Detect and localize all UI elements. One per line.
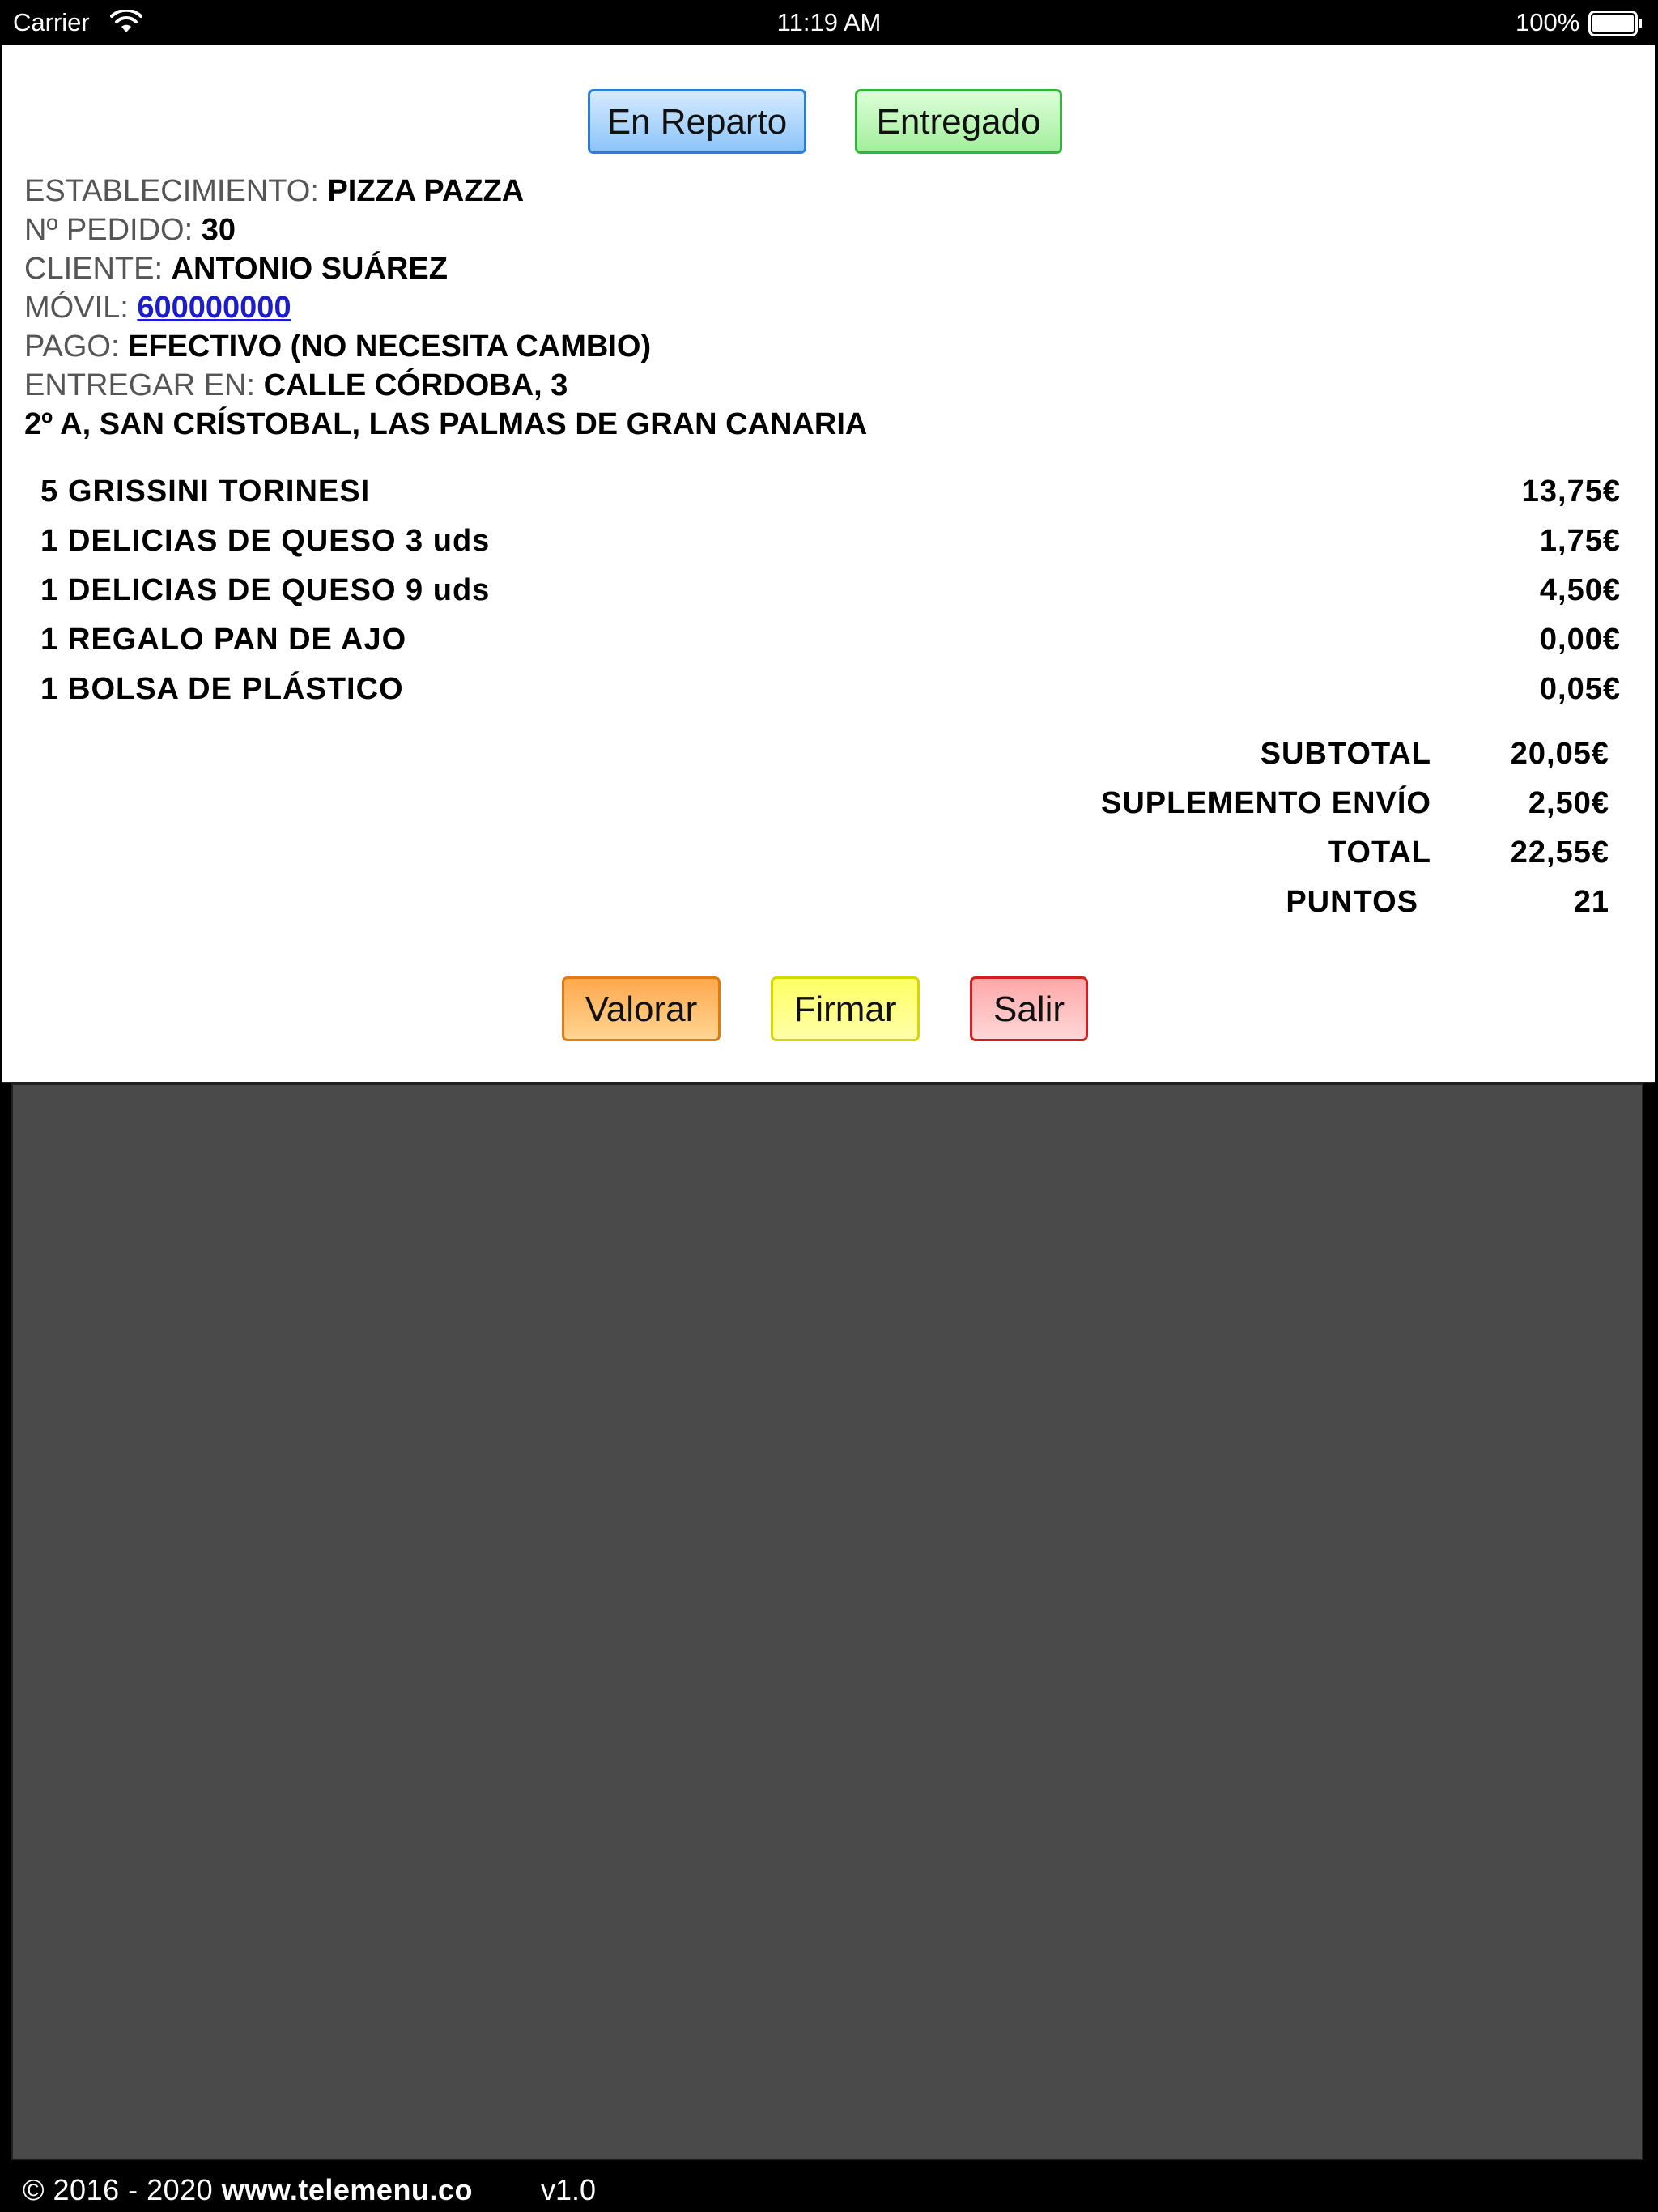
list-item [40, 474, 1621, 524]
pedido-line [24, 211, 867, 249]
list-item [40, 623, 1621, 672]
movil-line [24, 288, 867, 327]
order-info [24, 172, 867, 444]
establecimiento-line [24, 172, 867, 211]
subtotal-value: 20,05€ [1510, 737, 1609, 771]
shipping-row [973, 786, 1609, 836]
establecimiento-label: ESTABLECIMIENTO: [24, 174, 328, 208]
valorar-button[interactable]: Valorar [562, 976, 721, 1041]
pago-line [24, 327, 867, 366]
list-item [40, 524, 1621, 573]
item-price: 1,75€ [1539, 524, 1621, 558]
item-price: 0,00€ [1539, 623, 1621, 657]
list-item [40, 672, 1621, 721]
item-quantity: 1 [40, 672, 59, 706]
entregar-value: CALLE CÓRDOBA, 3 [263, 368, 568, 402]
cliente-line [24, 249, 867, 288]
order-panel [2, 45, 1655, 1083]
version-label: v1.0 [541, 2173, 597, 2206]
item-price: 4,50€ [1539, 573, 1621, 607]
order-totals [973, 737, 1609, 934]
subtotal-row [973, 737, 1609, 786]
address-value-2: 2º A, SAN CRÍSTOBAL, LAS PALMAS DE GRAN CANARIA [24, 407, 868, 441]
status-bar [0, 0, 1658, 45]
list-item [40, 573, 1621, 623]
points-row [973, 885, 1609, 934]
carrier-label: Carrier [13, 8, 90, 36]
pedido-label: Nº PEDIDO: [24, 213, 202, 247]
shipping-label: SUPLEMENTO ENVÍO [1100, 786, 1431, 820]
points-label: PUNTOS [1286, 885, 1418, 919]
battery-icon [1588, 11, 1643, 36]
item-name: REGALO PAN DE AJO [68, 623, 407, 657]
item-name: GRISSINI TORINESI [68, 474, 371, 508]
item-price: 0,05€ [1539, 672, 1621, 706]
website-link[interactable]: www.telemenu.co [221, 2173, 473, 2206]
total-row [973, 836, 1609, 885]
pedido-value: 30 [201, 213, 236, 247]
item-quantity: 5 [40, 474, 59, 508]
establecimiento-value: PIZZA PAZZA [327, 174, 525, 208]
cliente-label: CLIENTE: [24, 252, 172, 286]
footer [0, 2163, 1658, 2212]
entregar-label: ENTREGAR EN: [24, 368, 264, 402]
item-name: DELICIAS DE QUESO 3 uds [68, 524, 491, 558]
movil-label: MÓVIL: [24, 291, 138, 325]
item-quantity: 1 [40, 623, 59, 657]
item-name: BOLSA DE PLÁSTICO [68, 672, 404, 706]
entregado-button[interactable]: Entregado [855, 89, 1062, 154]
phone-link[interactable]: 600000000 [137, 291, 291, 325]
clock: 11:19 AM [776, 8, 882, 36]
item-name: DELICIAS DE QUESO 9 uds [68, 573, 491, 607]
shipping-value: 2,50€ [1528, 786, 1609, 820]
subtotal-label: SUBTOTAL [1260, 737, 1431, 771]
entregar-line [24, 366, 867, 405]
battery-percent: 100% [1516, 8, 1580, 36]
item-quantity: 1 [40, 573, 59, 607]
item-quantity: 1 [40, 524, 59, 558]
total-label: TOTAL [1327, 836, 1431, 870]
backdrop-area [11, 1083, 1643, 2160]
cliente-value: ANTONIO SUÁREZ [171, 252, 448, 286]
copyright-text: © 2016 - 2020 [23, 2173, 222, 2206]
pago-value: EFECTIVO (NO NECESITA CAMBIO) [128, 330, 652, 364]
address-line-2 [24, 405, 867, 444]
item-price: 13,75€ [1521, 474, 1621, 508]
salir-button[interactable]: Salir [970, 976, 1088, 1041]
order-items [40, 474, 1621, 721]
copyright [23, 2173, 473, 2207]
pago-label: PAGO: [24, 330, 129, 364]
total-value: 22,55€ [1510, 836, 1609, 870]
firmar-button[interactable]: Firmar [771, 976, 920, 1041]
en-reparto-button[interactable]: En Reparto [588, 89, 806, 154]
points-value: 21 [1573, 885, 1609, 919]
